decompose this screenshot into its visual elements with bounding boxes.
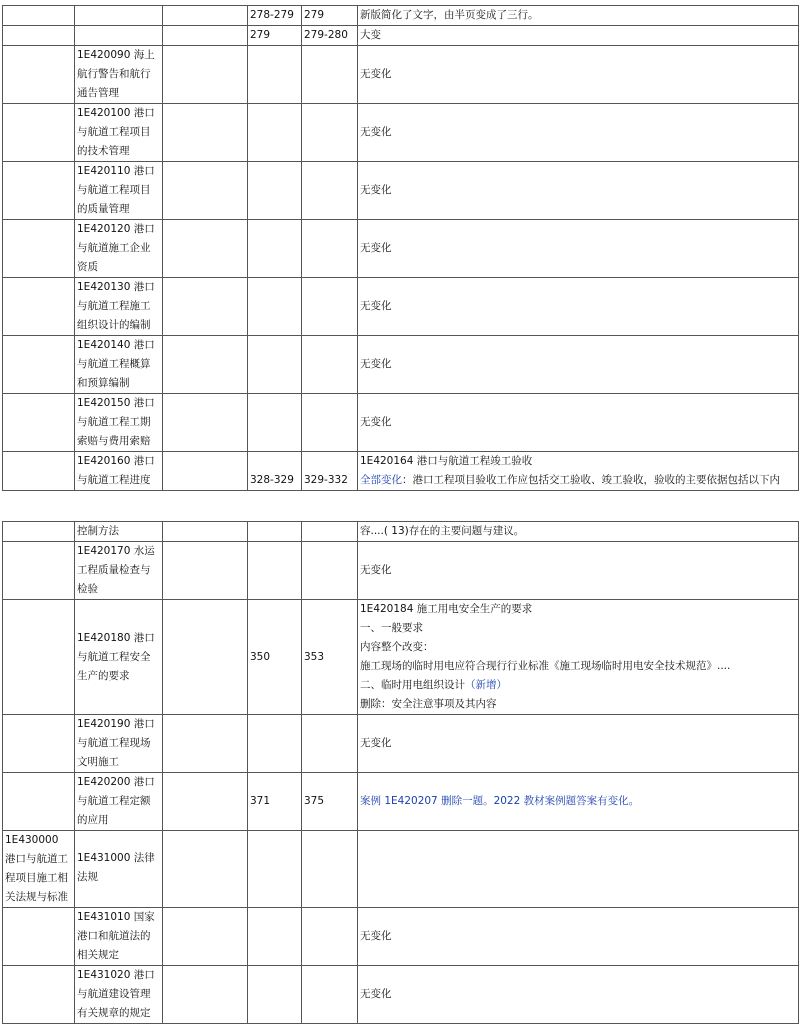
table-row [3, 966, 799, 1024]
chapter-cell: 1E420110 港口与航道工程项目的质量管理 [75, 162, 163, 220]
table-row [3, 522, 799, 542]
table-row [3, 715, 799, 773]
blank-cell [163, 831, 248, 908]
chapter-cell: 控制方法 [75, 522, 163, 542]
new-page-cell [302, 220, 358, 278]
new-page-cell: 329-332 [302, 452, 358, 491]
change-cell: 无变化 [358, 336, 799, 394]
change-cell [358, 600, 799, 715]
table-row [3, 773, 799, 831]
section-cell [3, 6, 75, 26]
section-cell [3, 715, 75, 773]
blank-cell [163, 26, 248, 46]
change-cell: 无变化 [358, 46, 799, 104]
table-row [3, 46, 799, 104]
section-cell [3, 104, 75, 162]
old-page-cell [248, 966, 302, 1024]
change-line: 内容整个改变： [360, 641, 434, 653]
old-page-cell [248, 336, 302, 394]
chapter-cell: 1E420090 海上航行警告和航行通告管理 [75, 46, 163, 104]
blank-cell [163, 773, 248, 831]
section-cell [3, 278, 75, 336]
new-page-cell [302, 908, 358, 966]
old-page-cell [248, 46, 302, 104]
change-cell: 无变化 [358, 715, 799, 773]
section-cell: 1E430000 港口与航道工程项目施工相关法规与标准 [3, 831, 75, 908]
chapter-cell: 1E420170 水运工程质量检查与检验 [75, 542, 163, 600]
change-cell: 案例 1E420207 删除一题。2022 教材案例题答案有变化。 [358, 773, 799, 831]
table-row [3, 452, 799, 491]
new-page-cell: 353 [302, 600, 358, 715]
new-page-cell: 279 [302, 6, 358, 26]
chapter-cell: 1E420120 港口与航道施工企业资质 [75, 220, 163, 278]
change-cell: 无变化 [358, 394, 799, 452]
section-cell [3, 542, 75, 600]
old-page-cell [248, 162, 302, 220]
chapter-cell: 1E420100 港口与航道工程项目的技术管理 [75, 104, 163, 162]
chapter-cell: 1E431020 港口与航道建设管理有关规章的规定 [75, 966, 163, 1024]
change-line: 施工现场的临时用电应符合现行行业标准《施工现场临时用电安全技术规范》.... [360, 660, 731, 672]
change-line: 1E420184 施工用电安全生产的要求 [360, 603, 533, 615]
change-line [360, 676, 796, 695]
chapter-cell: 1E420190 港口与航道工程现场文明施工 [75, 715, 163, 773]
section-cell [3, 162, 75, 220]
table-row [3, 26, 799, 46]
chapter-cell: 1E420200 港口与航道工程定额的应用 [75, 773, 163, 831]
old-page-cell [248, 104, 302, 162]
chapter-cell: 1E431000 法律法规 [75, 831, 163, 908]
blank-cell [163, 46, 248, 104]
change-cell [358, 452, 799, 491]
new-page-cell [302, 522, 358, 542]
section-cell [3, 773, 75, 831]
new-page-cell [302, 104, 358, 162]
section-cell [3, 46, 75, 104]
chapter-cell: 1E431010 国家港口和航道法的相关规定 [75, 908, 163, 966]
old-page-cell [248, 394, 302, 452]
blank-cell [163, 394, 248, 452]
new-page-cell [302, 336, 358, 394]
new-page-cell [302, 162, 358, 220]
old-page-cell [248, 542, 302, 600]
change-highlight: 全部变化 [360, 474, 402, 486]
section-cell [3, 600, 75, 715]
table-row [3, 162, 799, 220]
table-row [3, 104, 799, 162]
old-page-cell [248, 522, 302, 542]
chapter-cell: 1E420140 港口与航道工程概算和预算编制 [75, 336, 163, 394]
change-cell: 无变化 [358, 966, 799, 1024]
change-cell [358, 831, 799, 908]
blank-cell [163, 715, 248, 773]
change-line: 删除：安全注意事项及其内容 [360, 698, 497, 710]
table-row [3, 6, 799, 26]
table-row [3, 336, 799, 394]
old-page-cell [248, 908, 302, 966]
section-cell [3, 220, 75, 278]
blank-cell [163, 452, 248, 491]
blank-cell [163, 220, 248, 278]
new-page-cell: 279-280 [302, 26, 358, 46]
change-table-top [2, 5, 799, 491]
blank-cell [163, 162, 248, 220]
change-cell: 无变化 [358, 220, 799, 278]
old-page-cell: 350 [248, 600, 302, 715]
change-text: 二、临时用电组织设计 [360, 679, 465, 691]
change-cell: 容....( 13)存在的主要问题与建议。 [358, 522, 799, 542]
chapter-cell: 1E420160 港口与航道工程进度 [75, 452, 163, 491]
section-cell [3, 26, 75, 46]
change-table-bottom [2, 521, 799, 1024]
change-line: 1E420164 港口与航道工程竣工验收 [360, 455, 533, 467]
section-cell [3, 452, 75, 491]
table-row [3, 278, 799, 336]
new-page-cell [302, 394, 358, 452]
chapter-cell: 1E420130 港口与航道工程施工组织设计的编制 [75, 278, 163, 336]
chapter-cell [75, 26, 163, 46]
table-row [3, 600, 799, 715]
table-row [3, 542, 799, 600]
blank-cell [163, 908, 248, 966]
change-cell: 大变 [358, 26, 799, 46]
new-page-cell [302, 278, 358, 336]
chapter-cell: 1E420150 港口与航道工程工期索赔与费用索赔 [75, 394, 163, 452]
change-cell: 无变化 [358, 162, 799, 220]
blank-cell [163, 104, 248, 162]
blank-cell [163, 966, 248, 1024]
blank-cell [163, 278, 248, 336]
change-cell: 无变化 [358, 908, 799, 966]
old-page-cell [248, 220, 302, 278]
table-row [3, 831, 799, 908]
old-page-cell: 328-329 [248, 452, 302, 491]
new-page-cell: 375 [302, 773, 358, 831]
old-page-cell: 278-279 [248, 6, 302, 26]
table-row [3, 908, 799, 966]
change-line [360, 471, 796, 490]
change-cell: 新版简化了文字，由半页变成了三行。 [358, 6, 799, 26]
old-page-cell [248, 715, 302, 773]
new-page-cell [302, 542, 358, 600]
new-page-cell [302, 966, 358, 1024]
section-cell [3, 966, 75, 1024]
section-cell [3, 394, 75, 452]
chapter-cell: 1E420180 港口与航道工程安全生产的要求 [75, 600, 163, 715]
chapter-cell [75, 6, 163, 26]
blank-cell [163, 542, 248, 600]
blank-cell [163, 600, 248, 715]
change-cell: 无变化 [358, 278, 799, 336]
old-page-cell: 279 [248, 26, 302, 46]
new-page-cell [302, 715, 358, 773]
old-page-cell: 371 [248, 773, 302, 831]
change-cell: 无变化 [358, 104, 799, 162]
new-page-cell [302, 831, 358, 908]
section-cell [3, 908, 75, 966]
section-cell [3, 522, 75, 542]
old-page-cell [248, 831, 302, 908]
new-page-cell [302, 46, 358, 104]
table-row [3, 220, 799, 278]
blank-cell [163, 522, 248, 542]
table-row [3, 394, 799, 452]
section-cell [3, 336, 75, 394]
change-cell: 无变化 [358, 542, 799, 600]
change-text: ：港口工程项目验收工作应包括交工验收、竣工验收，验收的主要依据包括以下内 [402, 474, 780, 486]
blank-cell [163, 336, 248, 394]
old-page-cell [248, 278, 302, 336]
change-line: 一、一般要求 [360, 622, 423, 634]
blank-cell [163, 6, 248, 26]
change-highlight: （新增） [465, 679, 507, 691]
